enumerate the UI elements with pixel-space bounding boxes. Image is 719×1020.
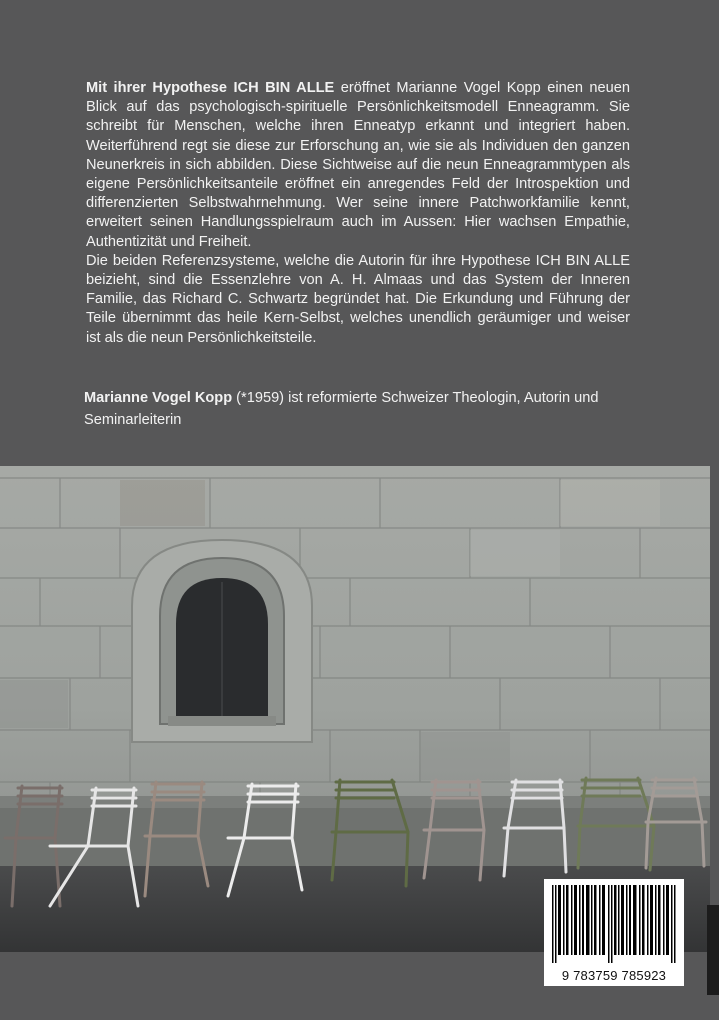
blurb-paragraph-1 [86, 79, 630, 252]
back-cover-blurb [86, 79, 630, 348]
author-name: Marianne Vogel Kopp [84, 390, 233, 406]
isbn-number: 9 783759 785923 [561, 968, 667, 983]
barcode-bars-icon [550, 885, 678, 963]
blurb-paragraph-1-text: eröffnet Marianne Vogel Kopp einen neuen Blick auf das psychologisch-spirituelle Persönlichkeitsmodell Enneagramm. Sie schreibt für Menschen, welche ihren Enneatyp erkannt und integriert haben. Weiterführend regt sie diese zur Erforschung an, wie sie als Individuen den ganzen Neunerkreis in sich abbilden. Diese Sichtweise auf die neun Enneagrammtypen als eigene Persönlichkeitsanteile eröffnet ein anregendes Feld der Introspektion und differenzierten Selbstwahrnehmung. Wer seine innere Patchworkfamilie kennt, erweitert seinen Handlungsspielraum auch im Aussen: Hier wachsen Empathie, Authentizität und Freiheit. [86, 80, 630, 250]
blurb-paragraph-2: Die beiden Referenzsysteme, welche die Autorin für ihre Hypothese ICH BIN ALLE beizieht, sind die Essenzlehre von A. H. Almaas und das System der Inneren Familie, das Richard C. Schwartz begründet hat. Die Erkundung und Führung der Teile übernimmt das heile Kern-Selbst, welches unendlich geräumiger und weiser ist als die neun Persönlichkeitsteile. [86, 252, 630, 346]
blurb-bold-intro: Mit ihrer Hypothese ICH BIN ALLE [86, 80, 335, 96]
author-bio [84, 387, 644, 431]
isbn-barcode [544, 879, 684, 986]
author-bio-text: (*1959) ist reformierte Schweizer Theologin, Autorin und Seminarleiterin [84, 390, 599, 428]
publisher-mark [707, 905, 719, 995]
